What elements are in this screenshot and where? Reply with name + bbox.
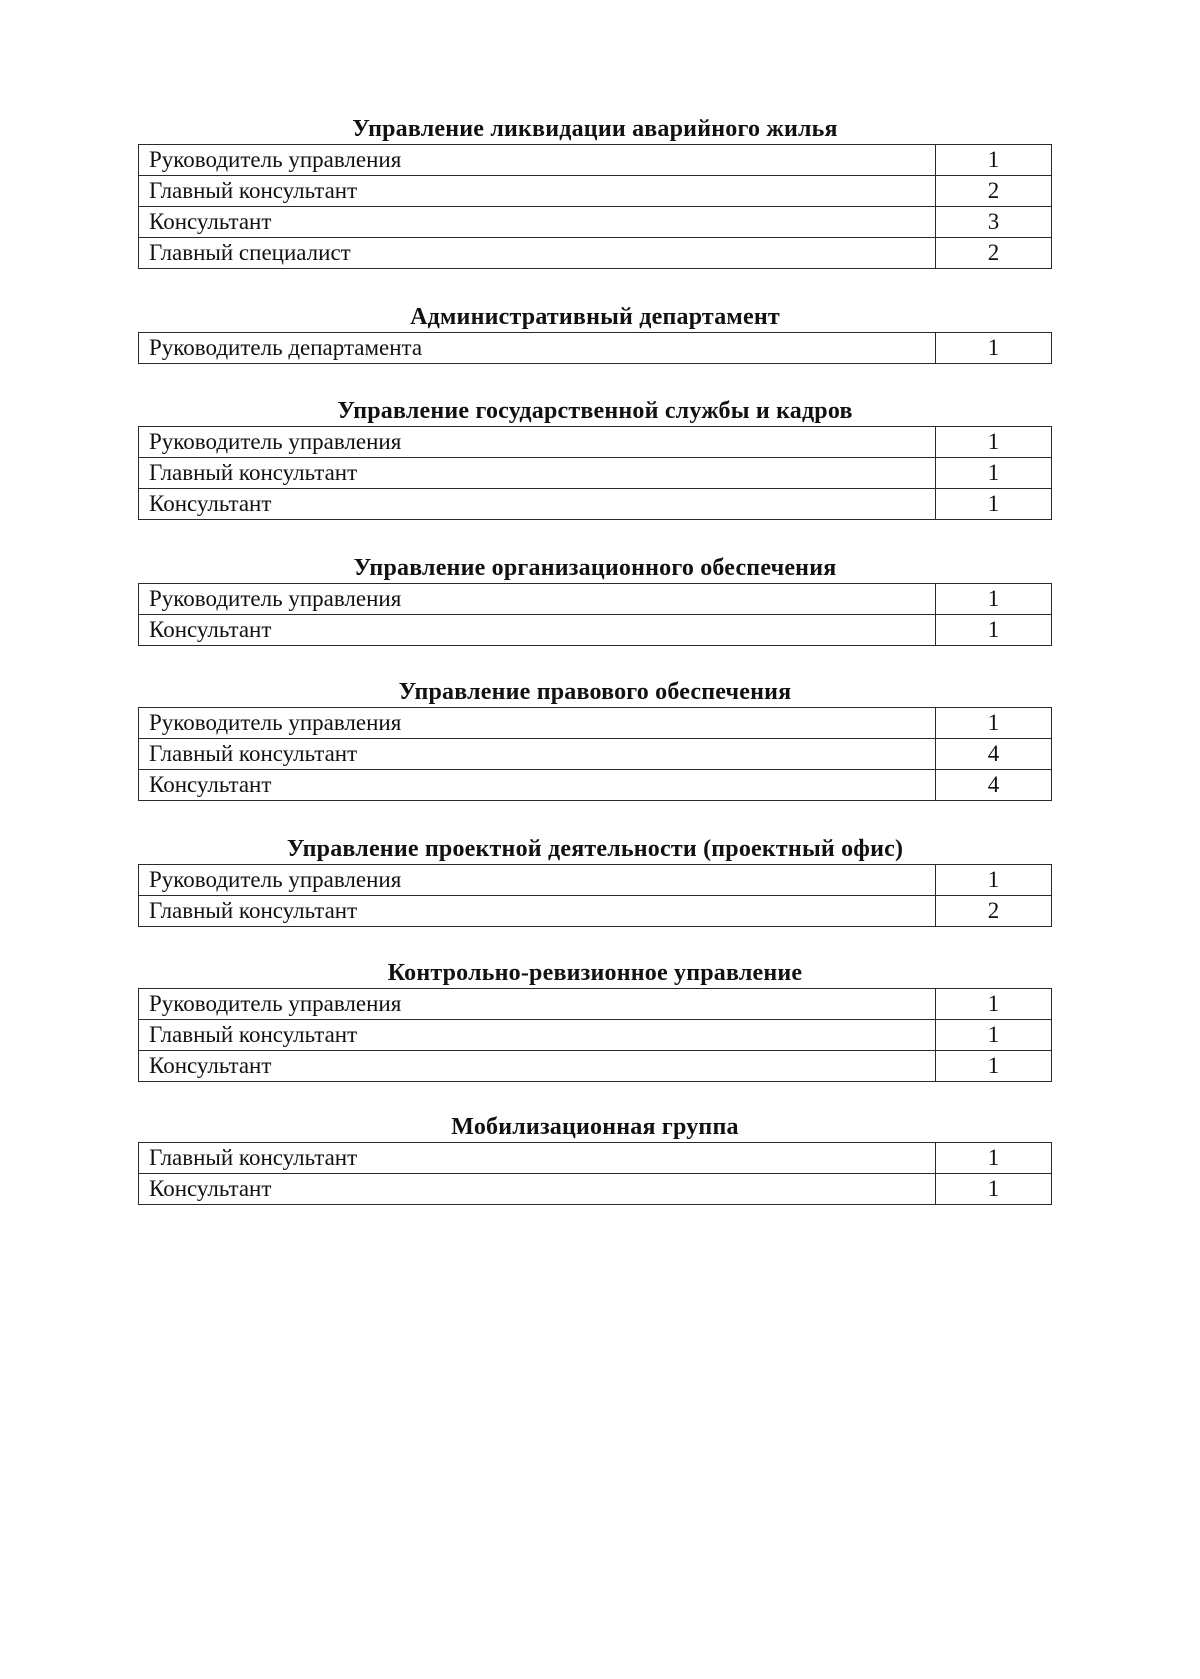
section-organizational-support (138, 553, 1052, 646)
staff-table (138, 707, 1052, 801)
count-cell: 1 (936, 1143, 1052, 1174)
count-cell: 2 (936, 176, 1052, 207)
count-cell: 1 (936, 989, 1052, 1020)
section-title: Управление государственной службы и кадров (337, 398, 853, 424)
table-row (139, 238, 1052, 269)
section-emergency-housing (138, 114, 1052, 269)
table-row (139, 615, 1052, 646)
count-cell: 2 (936, 896, 1052, 927)
section-legal-support (138, 677, 1052, 801)
count-cell: 1 (936, 145, 1052, 176)
staff-table (138, 144, 1052, 269)
position-cell: Руководитель управления (139, 427, 936, 458)
section-title: Управление ликвидации аварийного жилья (352, 116, 838, 142)
table-row (139, 207, 1052, 238)
position-cell: Главный консультант (139, 176, 936, 207)
staff-table (138, 583, 1052, 646)
count-cell: 1 (936, 1174, 1052, 1205)
table-row (139, 896, 1052, 927)
count-cell: 1 (936, 333, 1052, 364)
section-title: Управление проектной деятельности (проектный офис) (286, 836, 904, 862)
count-cell: 4 (936, 739, 1052, 770)
staff-table (138, 1142, 1052, 1205)
section-civil-service-personnel (138, 396, 1052, 520)
table-row (139, 176, 1052, 207)
position-cell: Руководитель управления (139, 584, 936, 615)
count-cell: 1 (936, 615, 1052, 646)
count-cell: 1 (936, 584, 1052, 615)
section-audit-control (138, 958, 1052, 1082)
staff-table (138, 332, 1052, 364)
position-cell: Руководитель управления (139, 989, 936, 1020)
count-cell: 1 (936, 1020, 1052, 1051)
count-cell: 1 (936, 708, 1052, 739)
position-cell: Консультант (139, 770, 936, 801)
position-cell: Руководитель управления (139, 865, 936, 896)
table-row (139, 333, 1052, 364)
table-row (139, 1020, 1052, 1051)
table-row (139, 489, 1052, 520)
position-cell: Консультант (139, 1174, 936, 1205)
section-project-office (138, 834, 1052, 927)
section-title: Управление организационного обеспечения (353, 555, 837, 581)
position-cell: Главный консультант (139, 896, 936, 927)
table-row (139, 708, 1052, 739)
position-cell: Руководитель управления (139, 145, 936, 176)
count-cell: 1 (936, 489, 1052, 520)
table-row (139, 584, 1052, 615)
position-cell: Главный консультант (139, 458, 936, 489)
section-title: Контрольно-ревизионное управление (387, 960, 803, 986)
table-row (139, 458, 1052, 489)
table-row (139, 770, 1052, 801)
count-cell: 2 (936, 238, 1052, 269)
count-cell: 3 (936, 207, 1052, 238)
section-administrative-department (138, 302, 1052, 364)
count-cell: 1 (936, 865, 1052, 896)
position-cell: Руководитель департамента (139, 333, 936, 364)
count-cell: 4 (936, 770, 1052, 801)
table-row (139, 739, 1052, 770)
staff-table (138, 426, 1052, 520)
table-row (139, 427, 1052, 458)
table-row (139, 1143, 1052, 1174)
table-row (139, 1051, 1052, 1082)
section-title: Административный департамент (410, 304, 780, 330)
section-title: Мобилизационная группа (451, 1114, 739, 1140)
position-cell: Главный консультант (139, 1143, 936, 1174)
section-mobilization-group (138, 1112, 1052, 1205)
position-cell: Руководитель управления (139, 708, 936, 739)
position-cell: Консультант (139, 207, 936, 238)
staff-table (138, 988, 1052, 1082)
position-cell: Консультант (139, 615, 936, 646)
position-cell: Консультант (139, 489, 936, 520)
table-row (139, 865, 1052, 896)
count-cell: 1 (936, 458, 1052, 489)
staff-table (138, 864, 1052, 927)
table-row (139, 989, 1052, 1020)
table-row (139, 1174, 1052, 1205)
position-cell: Консультант (139, 1051, 936, 1082)
section-title: Управление правового обеспечения (398, 679, 792, 705)
position-cell: Главный специалист (139, 238, 936, 269)
position-cell: Главный консультант (139, 739, 936, 770)
count-cell: 1 (936, 427, 1052, 458)
count-cell: 1 (936, 1051, 1052, 1082)
position-cell: Главный консультант (139, 1020, 936, 1051)
table-row (139, 145, 1052, 176)
